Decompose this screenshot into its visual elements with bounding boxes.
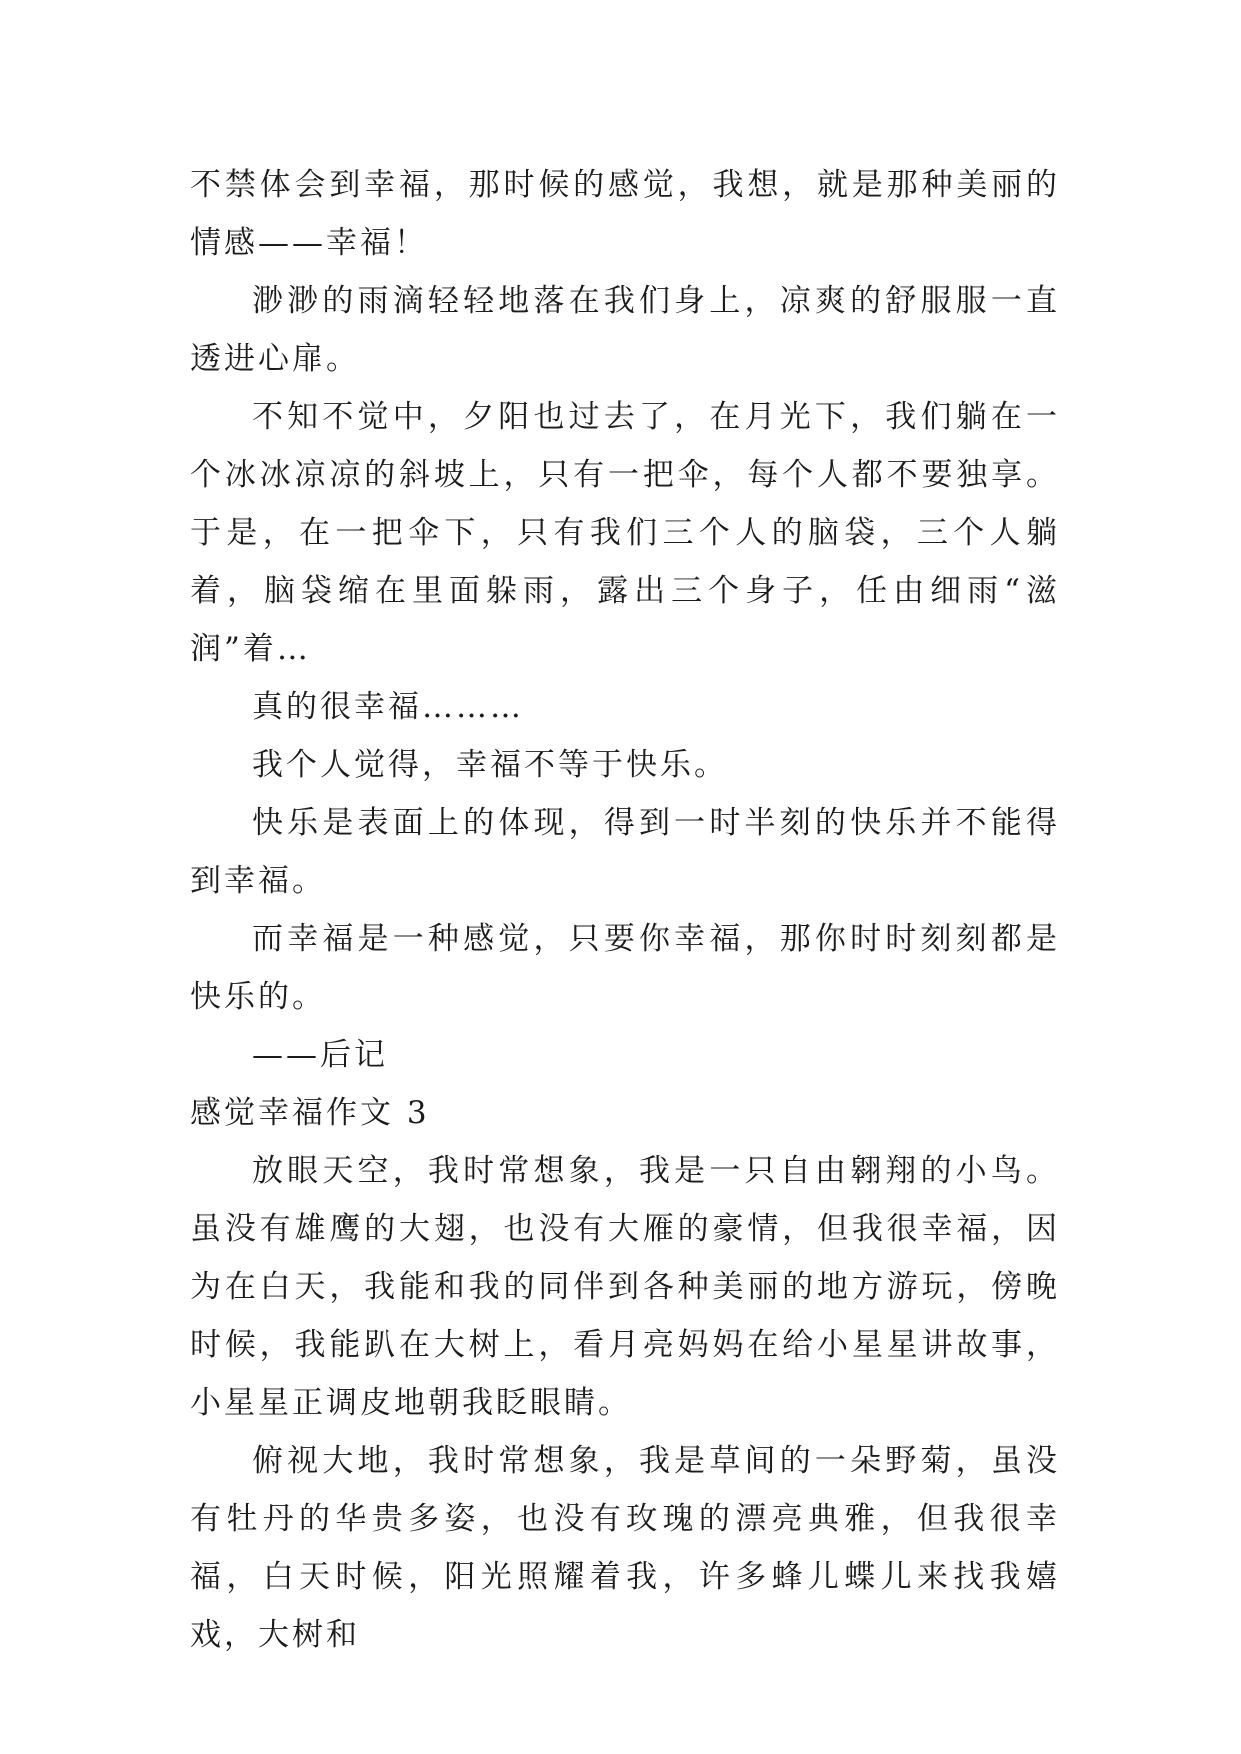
paragraph: 而幸福是一种感觉，只要你幸福，那你时时刻刻都是快乐的。 [190,921,1060,1015]
paragraph: 真的很幸福……… [252,689,524,725]
paragraph: 渺渺的雨滴轻轻地落在我们身上，凉爽的舒服服一直透进心扉。 [190,283,1060,377]
paragraph: 俯视大地，我时常想象，我是草间的一朵野菊，虽没有牡丹的华贵多姿，也没有玫瑰的漂亮典雅，但我很幸福，白天时候，阳光照耀着我，许多蜂儿蝶儿来找我嬉戏，大树和 [190,1443,1060,1653]
document-body [190,156,1060,1664]
paragraph: 我个人觉得，幸福不等于快乐。 [252,747,728,783]
paragraph: 放眼天空，我时常想象，我是一只自由翱翔的小鸟。虽没有雄鹰的大翅，也没有大雁的豪情，但我很幸福，因为在白天，我能和我的同伴到各种美丽的地方游玩，傍晚时候，我能趴在大树上，看月亮妈妈在给小星星讲故事，小星星正调皮地朝我眨眼睛。 [190,1153,1060,1421]
section-title: 感觉幸福作文 3 [190,1095,430,1131]
afterword-signature: ——后记 [252,1037,388,1073]
paragraph: 快乐是表面上的体现，得到一时半刻的快乐并不能得到幸福。 [190,805,1060,899]
paragraph: 不知不觉中，夕阳也过去了，在月光下，我们躺在一个冰冰凉凉的斜坡上，只有一把伞，每个人都不要独享。于是，在一把伞下，只有我们三个人的脑袋，三个人躺着，脑袋缩在里面躲雨，露出三个身子，任由细雨“滋润”着… [190,399,1060,667]
paragraph: 不禁体会到幸福，那时候的感觉，我想，就是那种美丽的情感——幸福！ [190,167,1060,261]
